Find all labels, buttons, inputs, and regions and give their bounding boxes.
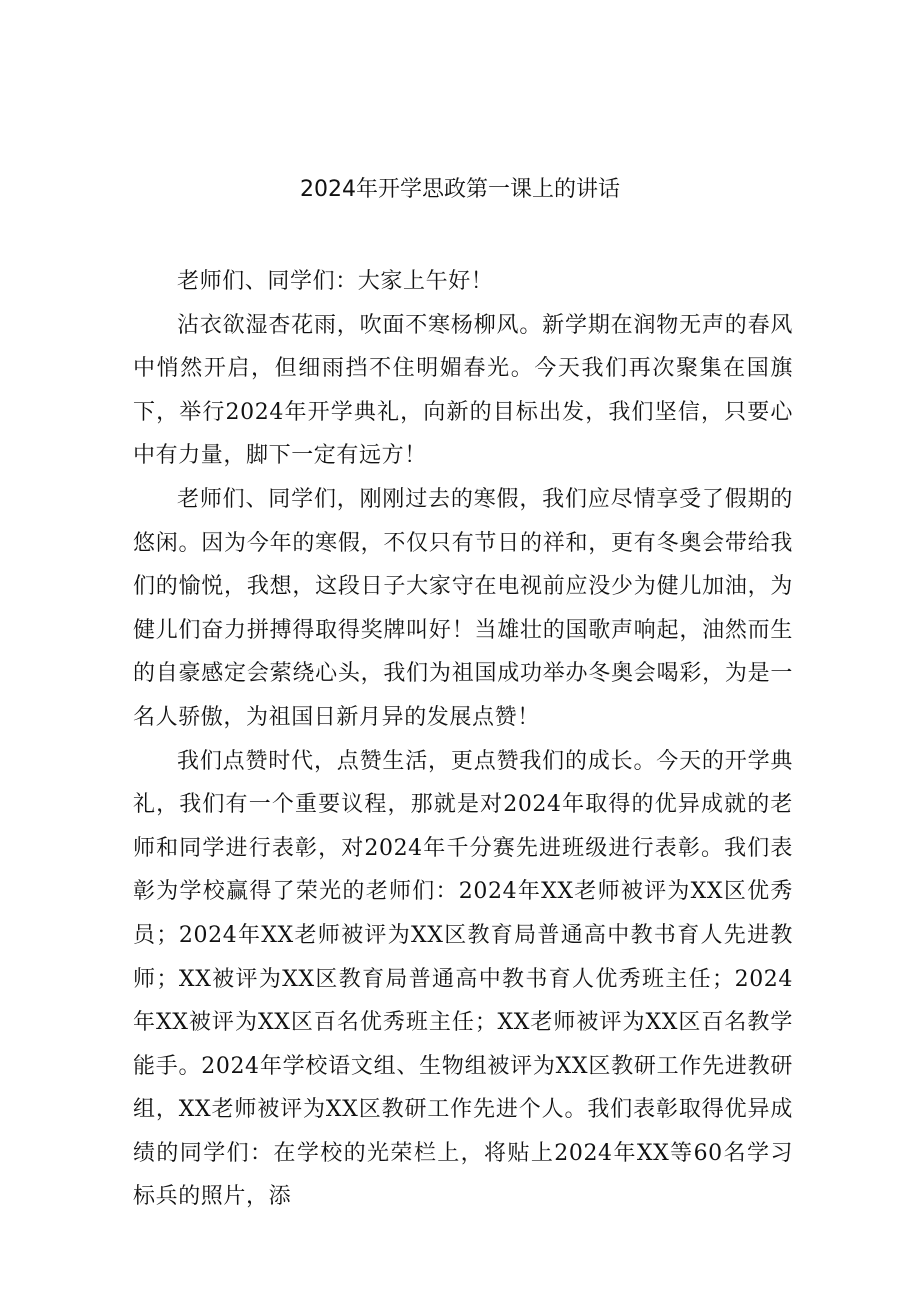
paragraph-commendations: 我们点赞时代，点赞生活，更点赞我们的成长。今天的开学典礼，我们有一个重要议程，那就是对2024年取得的优异成就的老师和同学进行表彰，对2024年千分赛先进班级进行表彰。我们表彰为学校赢得了荣光的老师们：2024年XX老师被评为XX区优秀员；2024年XX老师被评为XX区教育局普通高中教书育人先进教师；XX被评为XX区教育局普通高中教书育人优秀班主任；2024年XX被评为XX区百名优秀班主任；XX老师被评为XX区百名教学能手。2024年学校语文组、生物组被评为XX区教研工作先进教研组，XX老师被评为XX区教研工作先进个人。我们表彰取得优异成绩的同学们：在学校的光荣栏上，将贴上2024年XX等60名学习标兵的照片，添: [133, 748, 793, 1210]
paragraph-opening: 沾衣欲湿杏花雨，吹面不寒杨柳风。新学期在润物无声的春风中悄然开启，但细雨挡不住明媚春光。今天我们再次聚集在国旗下，举行2024年开学典礼，向新的目标出发，我们坚信，只要心中有力量，脚下一定有远方！: [133, 312, 793, 469]
document-body: [133, 260, 793, 1219]
paragraph-greeting: 老师们、同学们：大家上午好！: [177, 269, 494, 294]
paragraph-winter-holiday: 老师们、同学们，刚刚过去的寒假，我们应尽情享受了假期的悠闲。因为今年的寒假，不仅只有节日的祥和，更有冬奥会带给我们的愉悦，我想，这段日子大家守在电视前应没少为健儿加油，为健儿们奋力拼搏得取得奖牌叫好！当雄壮的国歌声响起，油然而生的自豪感定会萦绕心头，我们为祖国成功举办冬奥会喝彩，为是一名人骄傲，为祖国日新月异的发展点赞！: [133, 486, 793, 730]
document-title: 2024年开学思政第一课上的讲话: [300, 177, 620, 202]
